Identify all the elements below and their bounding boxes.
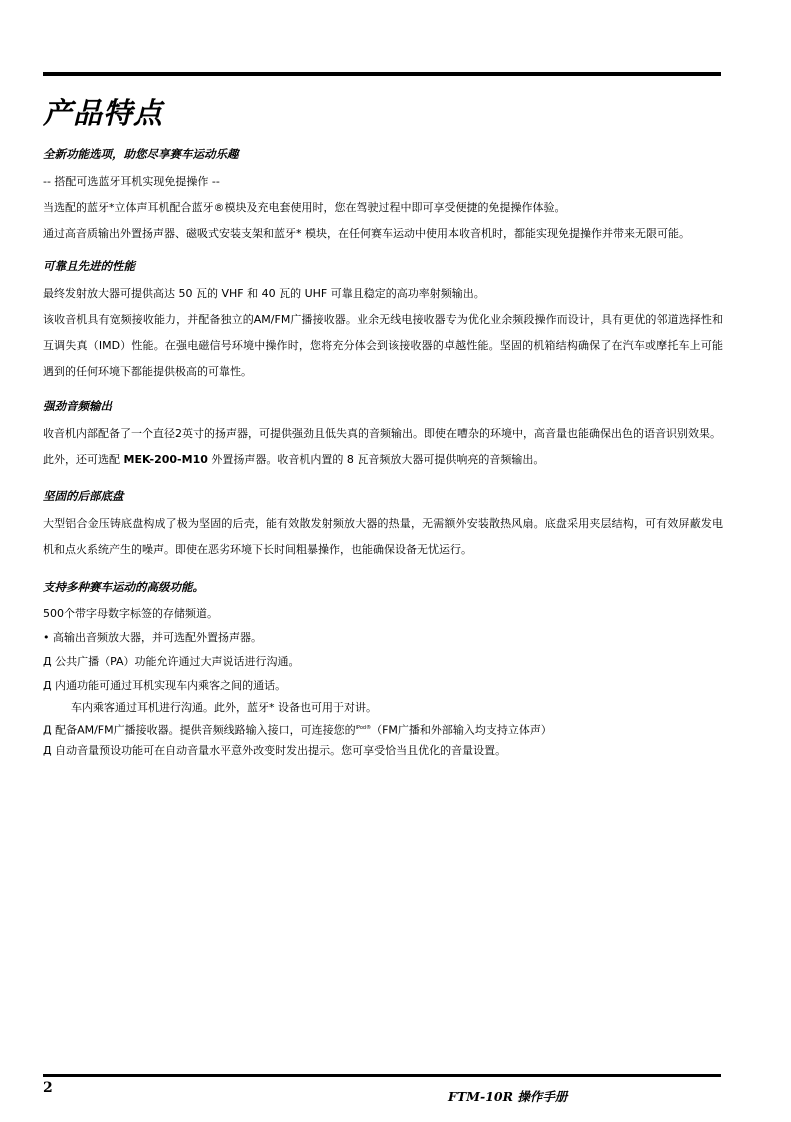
bottom-rule xyxy=(43,1074,721,1077)
paragraph: 最终发射放大器可提供高达 50 瓦的 VHF 和 40 瓦的 UHF 可靠且稳定的高功率射频输出。 xyxy=(43,287,485,300)
list-item-continuation: 车内乘客通过耳机进行沟通。此外，蓝牙* 设备也可用于对讲。 xyxy=(71,701,377,714)
top-rule xyxy=(43,72,721,76)
section-advanced-features xyxy=(43,578,723,761)
list-item: • 高输出音频放大器，并可选配外置扬声器。 xyxy=(43,631,262,644)
text-after: （FM广播和外部输入均支持立体声） xyxy=(371,723,552,737)
section-audio xyxy=(43,397,723,473)
paragraph: 大型铝合金压铸底盘构成了极为坚固的后壳，能有效散发射频放大器的热量，无需额外安装散热风扇。底盘采用夹层结构，可有效屏蔽发电机和点火系统产生的噪声。即使在恶劣环境下长时间粗暴操作，也能确保设备无忧运行。 xyxy=(43,517,723,556)
section-performance xyxy=(43,257,723,385)
paragraph: 通过高音质输出外置扬声器、磁吸式安装支架和蓝牙* 模块，在任何赛车运动中使用本收音机时，都能实现免提操作并带来无限可能。 xyxy=(43,227,690,240)
text-before: 此外，还可选配 xyxy=(43,453,124,466)
page-content xyxy=(43,145,723,771)
section-chassis xyxy=(43,487,723,563)
page-number: 2 xyxy=(43,1080,53,1096)
section-heading: 可靠且先进的性能 xyxy=(43,259,135,273)
section-heading: 强劲音频输出 xyxy=(43,399,112,413)
list-item: 500个带字母数字标签的存储频道。 xyxy=(43,607,218,620)
section-heading: 全新功能选项，助您尽享赛车运动乐趣 xyxy=(43,147,239,161)
text-after: 外置扬声器。收音机内置的 8 瓦音频放大器可提供响亮的音频输出。 xyxy=(207,453,545,466)
section-new-features xyxy=(43,145,723,247)
speaker-model: MEK-200-M10 xyxy=(123,453,208,466)
paragraph: 当选配的蓝牙*立体声耳机配合蓝牙®模块及充电套使用时，您在驾驶过程中即可享受便捷的免提操作体验。 xyxy=(43,201,566,214)
list-item: Д 公共广播（PA）功能允许通过大声说话进行沟通。 xyxy=(43,655,300,668)
text-before: Д 配备AM/FM广播接收器。提供音频线路输入接口，可连接您的 xyxy=(43,723,356,737)
section-heading: 坚固的后部底盘 xyxy=(43,489,124,503)
list-item: Д 自动音量预设功能可在自动音量水平意外改变时发出提示。您可享受恰当且优化的音量设置。 xyxy=(43,743,507,757)
paragraph-mek xyxy=(43,447,723,473)
section-heading: 支持多种赛车运动的高级功能。 xyxy=(43,580,204,594)
document-title: FTM-10R 操作手册 xyxy=(448,1089,568,1104)
paragraph: 该收音机具有宽频接收能力，并配备独立的AM/FM广播接收器。业余无线电接收器专为优化业余频段操作而设计，具有更优的邻道选择性和互调失真（IMD）性能。在强电磁信号环境中操作时，您将充分体会到该接收器的卓越性能。坚固的机箱结构确保了在汽车或摩托车上可能遇到的任何环境下都能提供极高的可靠性。 xyxy=(43,313,723,378)
paragraph: 收音机内部配备了一个直径2英寸的扬声器，可提供强劲且低失真的音频输出。即使在嘈杂的环境中，高音量也能确保出色的语音识别效果。 xyxy=(43,427,721,440)
paragraph: -- 搭配可选蓝牙耳机实现免提操作 -- xyxy=(43,175,220,188)
page-title: 产品特点 xyxy=(43,96,164,130)
list-item-aux xyxy=(43,718,723,741)
ipod-mark: iPod® xyxy=(355,725,372,731)
list-item: Д 内通功能可通过耳机实现车内乘客之间的通话。 xyxy=(43,679,287,692)
